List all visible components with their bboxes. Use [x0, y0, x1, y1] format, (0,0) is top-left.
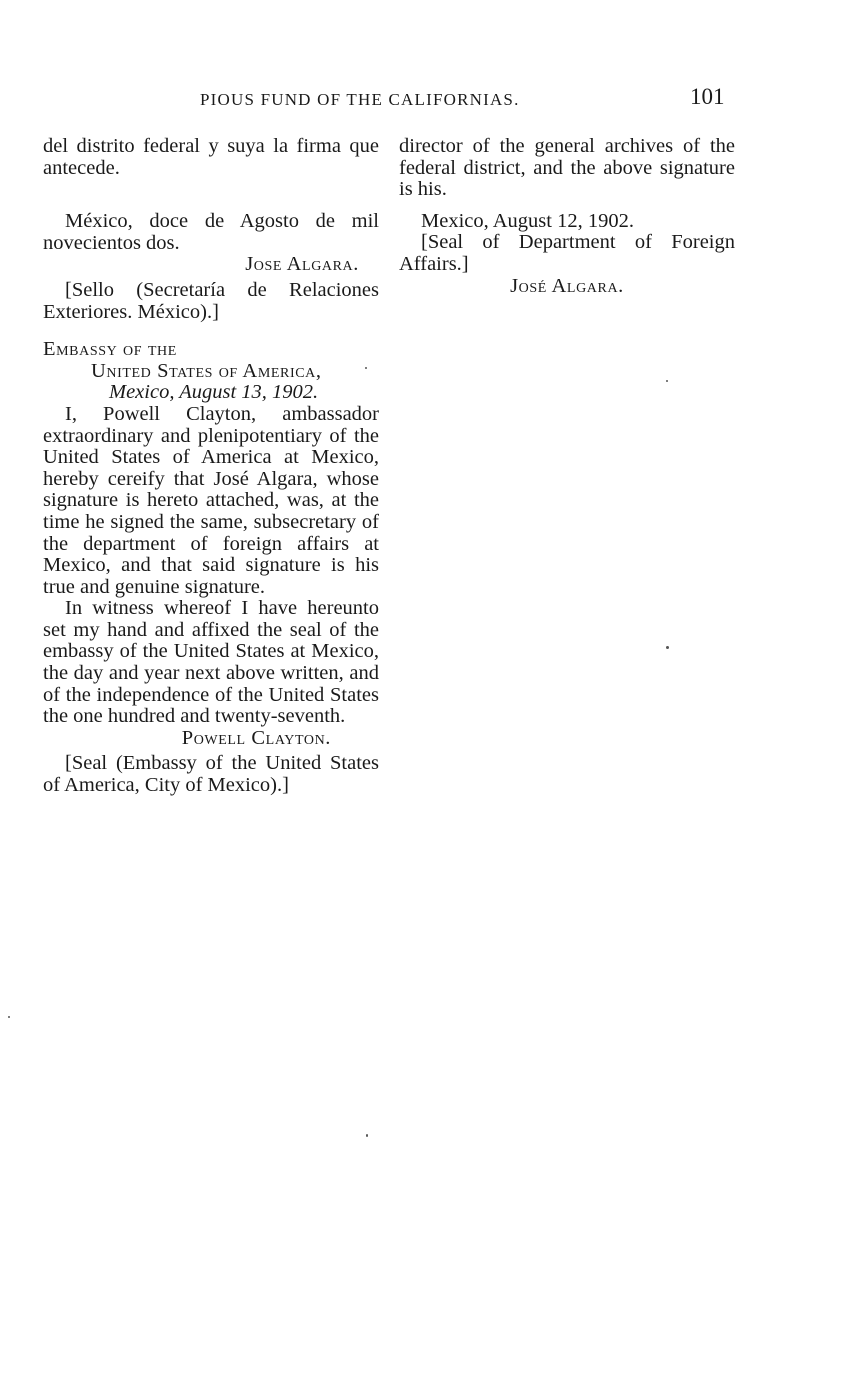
left-seal-note: [Sello (Secretaría de Relaciones Exteriores. México).]	[43, 278, 379, 323]
right-date-line: Mexico, August 12, 1902.	[421, 209, 634, 232]
scan-speck	[365, 367, 367, 369]
signature-powell-clayton: Powell Clayton.	[181, 726, 331, 749]
left-signature-algara: Jose Algara.	[245, 253, 359, 276]
witness-paragraph: In witness whereof I have hereunto set my hand and affixed the seal of the embassy of the United States at Mexico, the day and year next above written, and of the independence of the United States the one hundred and twenty-seventh.	[43, 597, 379, 728]
certification-paragraph: I, Powell Clayton, ambassador extraordinary and plenipotentiary of the United States of America at Mexico, hereby cereify that José Algara, whose signature is hereto attached, was, at the time he signed the same, subsecretary of the department of foreign affairs at Mexico, and that said signature is his true and genuine signature.	[43, 402, 379, 598]
right-continuation-paragraph: director of the general archives of the federal district, and the above signature is his.	[399, 135, 735, 201]
right-signature-algara: José Algara.	[510, 274, 624, 297]
embassy-heading-line-2: United States of America,	[91, 359, 322, 382]
right-seal-note: [Seal of Department of Foreign Affairs.]	[399, 231, 735, 275]
left-date-line: México, doce de Agosto de mil novecientos dos.	[43, 210, 379, 254]
embassy-dateline: Mexico, August 13, 1902.	[109, 381, 319, 404]
running-head: PIOUS FUND OF THE CALIFORNIAS.	[200, 90, 520, 109]
page-number: 101	[690, 84, 725, 109]
scan-speck	[366, 1134, 368, 1137]
left-continuation-paragraph: del distrito federal y suya la firma que antecede.	[43, 135, 379, 179]
embassy-heading-line-1: Embassy of the	[43, 338, 177, 361]
left-column	[43, 136, 379, 797]
right-column	[399, 136, 735, 297]
scan-speck	[8, 1016, 10, 1018]
scan-speck	[666, 646, 669, 649]
scan-speck	[666, 380, 668, 382]
embassy-seal-note: [Seal (Embassy of the United States of America, City of Mexico).]	[43, 752, 379, 797]
